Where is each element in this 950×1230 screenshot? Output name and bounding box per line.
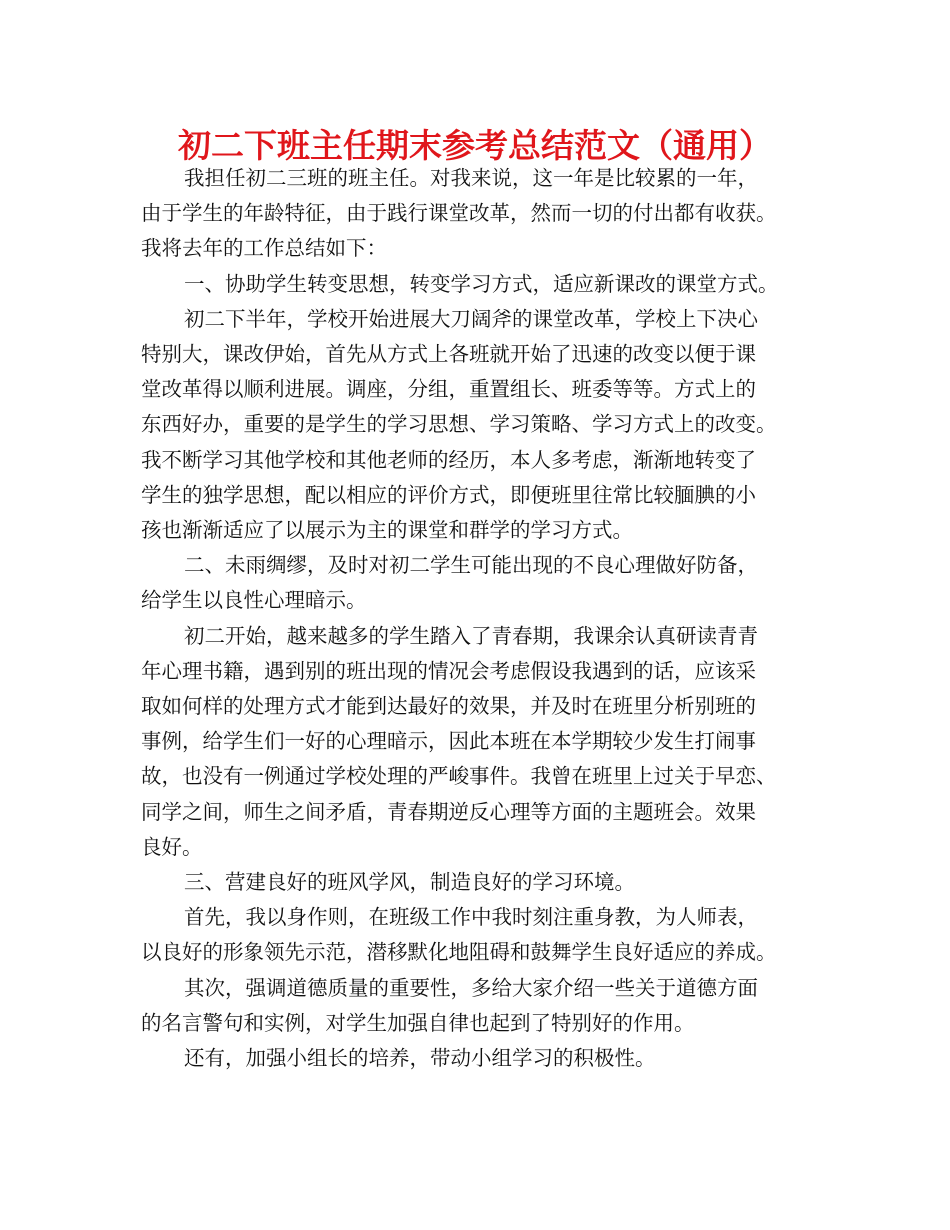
document-body [141, 161, 845, 1076]
text-line: 还有，加强小组长的培养，带动小组学习的积极性。 [184, 1046, 656, 1071]
text-line: 由于学生的年龄特征，由于践行课堂改革，然而一切的付出都有收获。 [141, 201, 777, 226]
text-line: 其次，强调道德质量的重要性，多给大家介绍一些关于道德方面 [184, 975, 758, 1000]
section-heading-2 [141, 548, 845, 618]
text-line: 特别大，课改伊始，首先从方式上各班就开始了迅速的改变以便于课 [141, 342, 756, 367]
text-line: 年心理书籍，遇到别的班出现的情况会考虑假设我遇到的话，应该采 [141, 658, 756, 683]
text-line: 事例，给学生们一好的心理暗示，因此本班在本学期较少发生打闹事 [141, 729, 756, 754]
text-line: 同学之间，师生之间矛盾，青春期逆反心理等方面的主题班会。效果 [141, 799, 756, 824]
text-line: 我不断学习其他学校和其他老师的经历，本人多考虑，渐渐地转变了 [141, 447, 756, 472]
text-line: 孩也渐渐适应了以展示为主的课堂和群学的学习方式。 [141, 518, 633, 543]
text-line: 东西好办，重要的是学生的学习思想、学习策略、学习方式上的改变。 [141, 412, 777, 437]
text-line: 三、营建良好的班风学风，制造良好的学习环境。 [184, 870, 635, 895]
text-line: 给学生以良性心理暗示。 [141, 588, 367, 613]
text-line: 堂改革得以顺利进展。调座，分组，重置组长、班委等等。方式上的 [141, 377, 756, 402]
section-heading-1 [141, 267, 845, 302]
paragraph [141, 302, 845, 548]
text-line: 的名言警句和实例，对学生加强自律也起到了特别好的作用。 [141, 1010, 695, 1035]
text-line: 学生的独学思想，配以相应的评价方式，即便班里往常比较腼腆的小 [141, 482, 756, 507]
paragraph [141, 619, 845, 865]
text-line: 首先，我以身作则，在班级工作中我时刻注重身教，为人师表， [184, 905, 758, 930]
text-line: 故，也没有一例通过学校处理的严峻事件。我曾在班里上过关于早恋、 [141, 764, 777, 789]
text-line: 初二下半年，学校开始进展大刀阔斧的课堂改革，学校上下决心 [184, 306, 758, 331]
text-line: 一、协助学生转变思想，转变学习方式，适应新课改的课堂方式。 [184, 271, 779, 296]
paragraph [141, 1041, 845, 1076]
text-line: 取如何样的处理方式才能到达最好的效果，并及时在班里分析别班的 [141, 694, 756, 719]
paragraph [141, 161, 845, 267]
section-heading-3 [141, 865, 845, 900]
paragraph [141, 900, 845, 970]
text-line: 二、未雨绸缪，及时对初二学生可能出现的不良心理做好防备， [184, 553, 758, 578]
text-line: 我将去年的工作总结如下： [141, 236, 387, 261]
text-line: 我担任初二三班的班主任。对我来说，这一年是比较累的一年， [184, 166, 758, 190]
paragraph [141, 971, 845, 1041]
document-title: 初二下班主任期末参考总结范文（通用） [178, 126, 772, 165]
text-line: 良好。 [141, 834, 203, 859]
text-line: 初二开始，越来越多的学生踏入了青春期，我课余认真研读青青 [184, 623, 758, 648]
text-line: 以良好的形象领先示范，潜移默化地阻碍和鼓舞学生良好适应的养成。 [141, 940, 777, 965]
